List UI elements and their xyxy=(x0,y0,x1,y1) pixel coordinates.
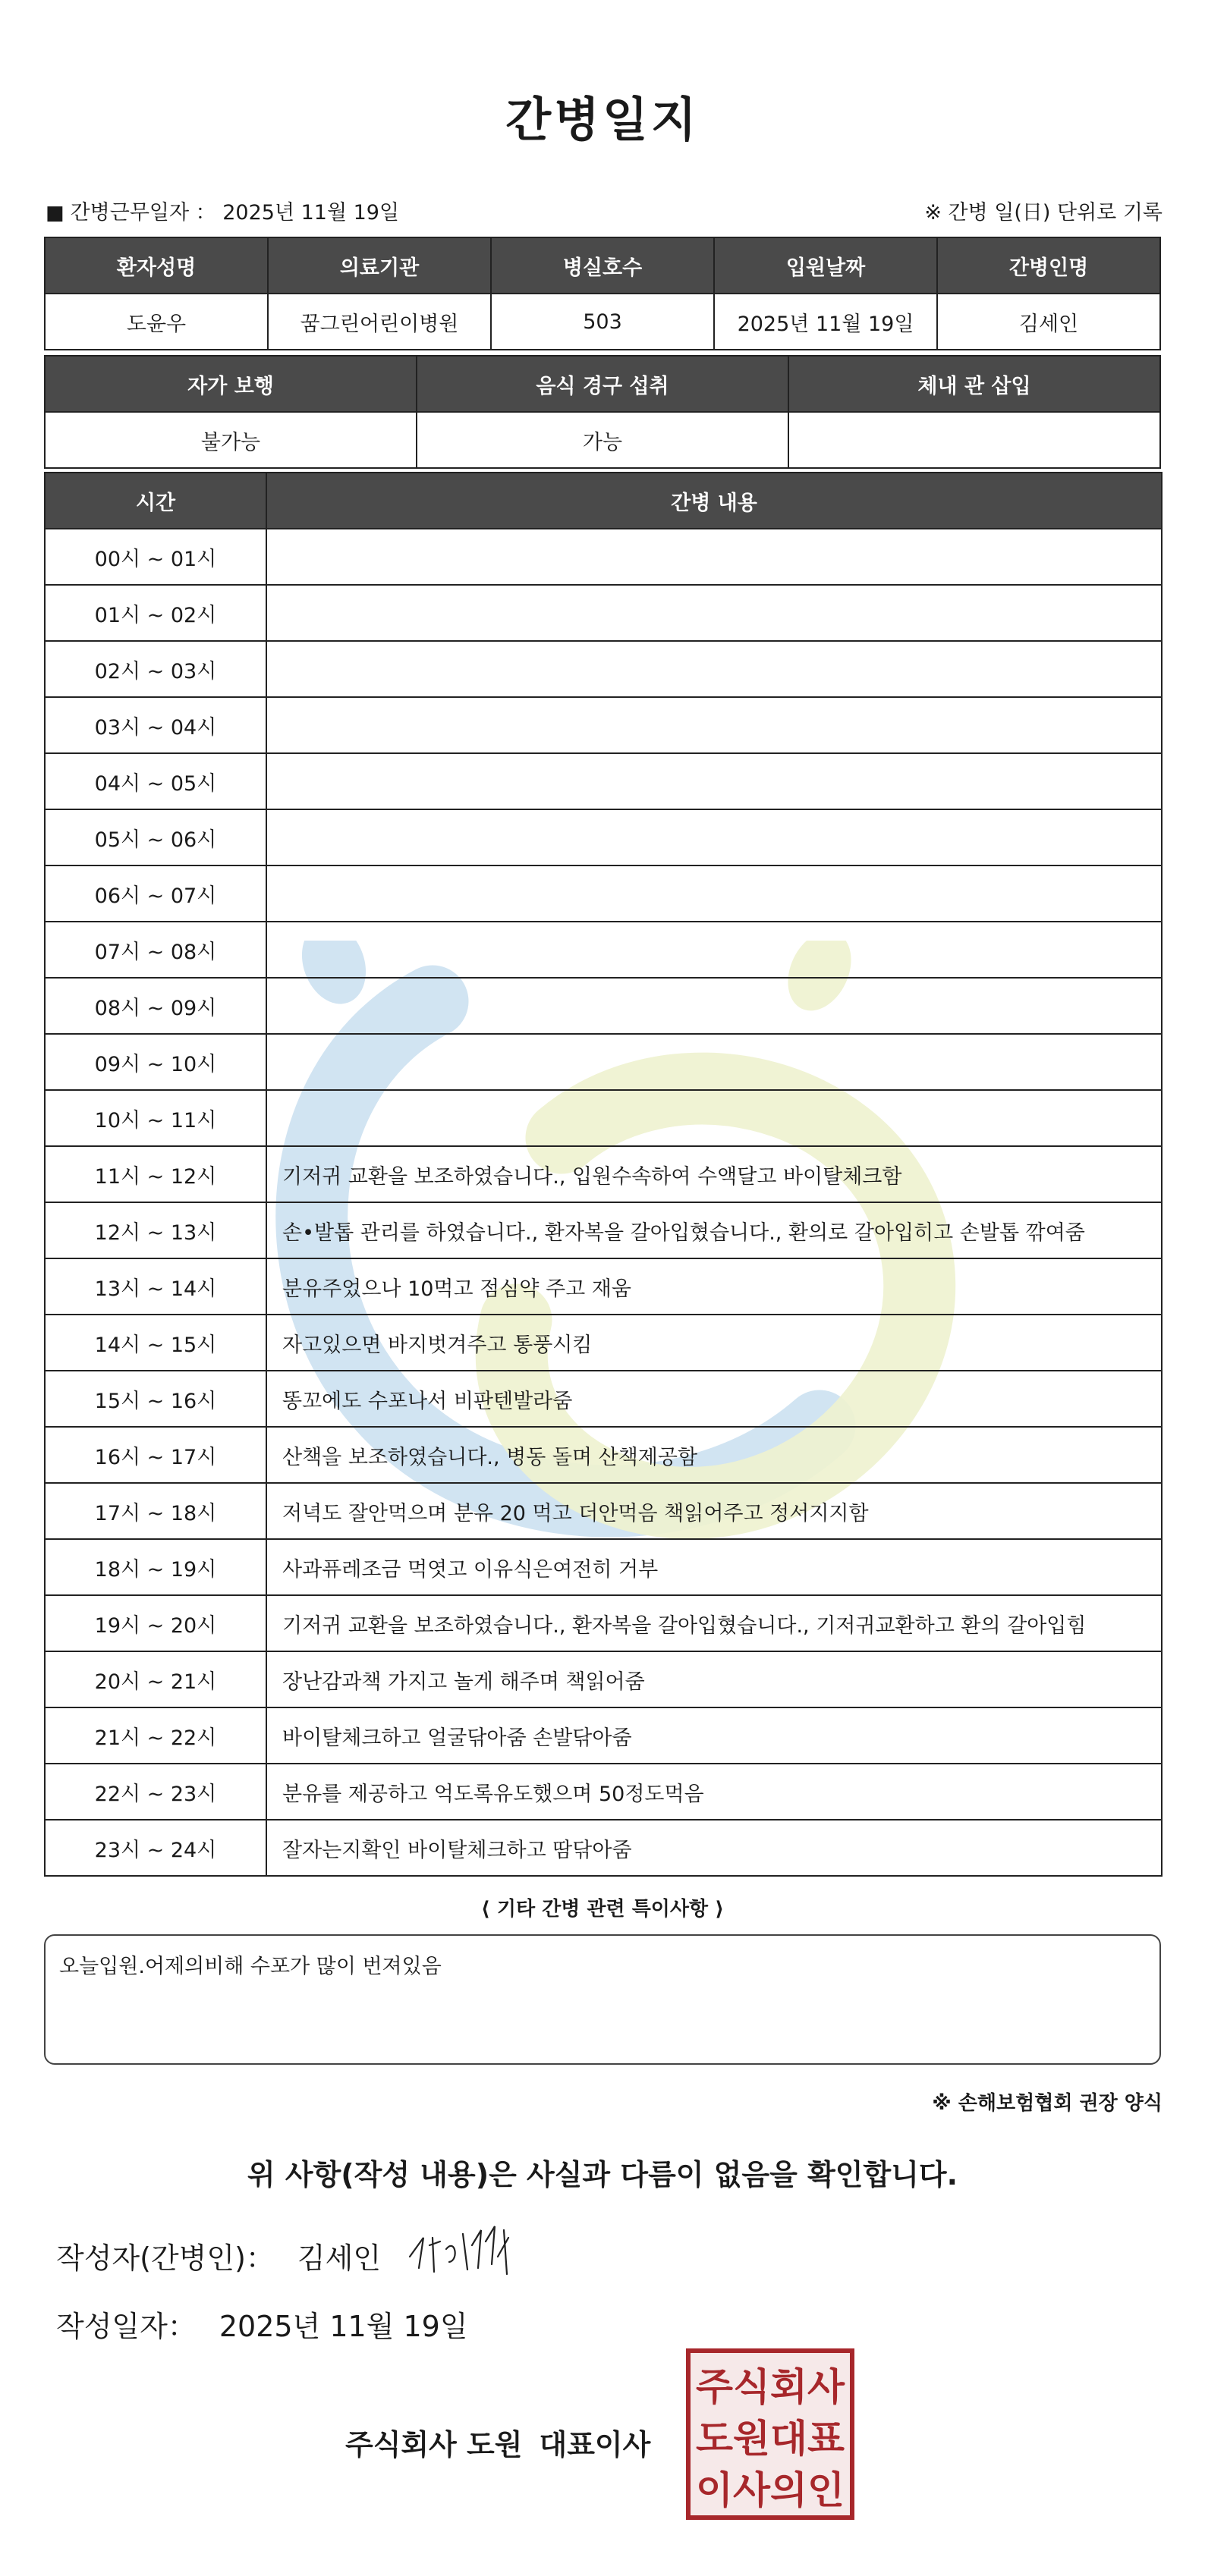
header-hospital: 의료기관 xyxy=(268,237,491,294)
table-row xyxy=(45,1595,1162,1651)
walking-status: 불가능 xyxy=(45,412,417,468)
time-slot: 21시 ~ 22시 xyxy=(45,1707,266,1764)
patient-name: 도윤우 xyxy=(45,294,268,350)
document-title: 간병일지 xyxy=(505,92,700,147)
care-content: 분유주었으나 10먹고 점심약 주고 재움 xyxy=(266,1258,1162,1315)
header-care-content: 간병 내용 xyxy=(266,473,1162,529)
care-content: 기저귀 교환을 보조하였습니다., 환자복을 갈아입혔습니다., 기저귀교환하고 환의 갈아입힘 xyxy=(266,1595,1162,1651)
table-row xyxy=(45,753,1162,809)
company-name: 주식회사 도원 xyxy=(345,2428,523,2461)
header-patient-name: 환자성명 xyxy=(45,237,268,294)
table-row xyxy=(45,641,1162,697)
care-log-table xyxy=(44,472,1163,1877)
header-walking: 자가 보행 xyxy=(45,356,417,412)
time-slot: 17시 ~ 18시 xyxy=(45,1483,266,1539)
care-content: 기저귀 교환을 보조하였습니다., 입원수속하여 수액달고 바이탈체크함 xyxy=(266,1146,1162,1202)
write-date-line xyxy=(56,2303,468,2345)
care-content: 분유를 제공하고 억도록유도했으며 50정도먹음 xyxy=(266,1764,1162,1820)
care-content: 손•발톱 관리를 하였습니다., 환자복을 갈아입혔습니다., 환의로 갈아입히고 손발톱 깎여줌 xyxy=(266,1202,1162,1258)
caregiver-name: 김세인 xyxy=(937,294,1160,350)
time-slot: 19시 ~ 20시 xyxy=(45,1595,266,1651)
time-slot: 16시 ~ 17시 xyxy=(45,1427,266,1483)
tube-status xyxy=(788,412,1160,468)
time-slot: 14시 ~ 15시 xyxy=(45,1315,266,1371)
care-content: 장난감과책 가지고 놀게 해주며 책읽어줌 xyxy=(266,1651,1162,1707)
time-slot: 01시 ~ 02시 xyxy=(45,585,266,641)
care-content xyxy=(266,697,1162,753)
table-row xyxy=(45,809,1162,865)
table-row xyxy=(45,1090,1162,1146)
company-seal-stamp xyxy=(686,2348,854,2520)
care-content: 저녁도 잘안먹으며 분유 20 먹고 더안먹음 책읽어주고 정서지지함 xyxy=(266,1483,1162,1539)
confirmation-statement: 위 사항(작성 내용)은 사실과 다름이 없음을 확인합니다. xyxy=(247,2158,958,2191)
table-row xyxy=(45,1539,1162,1595)
time-slot: 06시 ~ 07시 xyxy=(45,865,266,922)
write-date-label: 작성일자： xyxy=(56,2310,197,2343)
table-row xyxy=(45,922,1162,978)
patient-status-table xyxy=(44,355,1161,469)
work-date: 간병근무일자 ： 2025년 11월 19일 xyxy=(70,201,400,225)
table-row xyxy=(45,1371,1162,1427)
table-row xyxy=(45,1651,1162,1707)
table-row xyxy=(45,1427,1162,1483)
svg-text:이사의인: 이사의인 xyxy=(696,2468,845,2512)
care-content: 잘자는지확인 바이탈체크하고 땀닦아줌 xyxy=(266,1820,1162,1876)
care-content: 똥꼬에도 수포나서 비판텐발라줌 xyxy=(266,1371,1162,1427)
header-tube: 체내 관 삽입 xyxy=(788,356,1160,412)
unit-note: ※ 간병 일(日) 단위로 기록 xyxy=(924,201,1163,225)
writer-line xyxy=(56,2235,381,2276)
handwritten-signature xyxy=(402,2215,531,2283)
table-row xyxy=(45,585,1162,641)
care-content xyxy=(266,529,1162,585)
time-slot: 12시 ~ 13시 xyxy=(45,1202,266,1258)
table-row xyxy=(45,978,1162,1034)
company-role: 대표이사 xyxy=(539,2428,651,2461)
table-row xyxy=(45,529,1162,585)
oral-intake-status: 가능 xyxy=(417,412,788,468)
svg-text:도원대표: 도원대표 xyxy=(696,2417,845,2461)
table-row xyxy=(45,1764,1162,1820)
header-oral-intake: 음식 경구 섭취 xyxy=(417,356,788,412)
table-row xyxy=(45,1315,1162,1371)
time-slot: 23시 ~ 24시 xyxy=(45,1820,266,1876)
table-row xyxy=(45,1707,1162,1764)
header-caregiver: 간병인명 xyxy=(937,237,1160,294)
care-content xyxy=(266,1090,1162,1146)
header-admission-date: 입원날짜 xyxy=(714,237,937,294)
time-slot: 11시 ~ 12시 xyxy=(45,1146,266,1202)
writer-name: 김세인 xyxy=(297,2241,382,2275)
writer-label: 작성자(간병인)： xyxy=(56,2241,275,2275)
care-content xyxy=(266,809,1162,865)
hospital-name: 꿈그린어린이병원 xyxy=(268,294,491,350)
time-slot: 10시 ~ 11시 xyxy=(45,1090,266,1146)
special-notes-box xyxy=(44,1934,1161,2065)
work-date-line xyxy=(46,196,399,225)
special-notes-text: 오늘입원.어제의비해 수포가 많이 번져있음 xyxy=(59,1955,442,1978)
special-notes-title: ⟨ 기타 간병 관련 특이사항 ⟩ xyxy=(480,1898,725,1921)
time-slot: 09시 ~ 10시 xyxy=(45,1034,266,1090)
time-slot: 08시 ~ 09시 xyxy=(45,978,266,1034)
care-content xyxy=(266,585,1162,641)
time-slot: 18시 ~ 19시 xyxy=(45,1539,266,1595)
time-slot: 03시 ~ 04시 xyxy=(45,697,266,753)
table-row xyxy=(45,1483,1162,1539)
admission-date: 2025년 11월 19일 xyxy=(714,294,937,350)
care-content: 산책을 보조하였습니다., 병동 돌며 산책제공함 xyxy=(266,1427,1162,1483)
patient-info-table xyxy=(44,237,1161,350)
recommend-note: ※ 손해보험협회 권장 양식 xyxy=(932,2092,1163,2115)
care-content: 자고있으면 바지벗겨주고 통풍시킴 xyxy=(266,1315,1162,1371)
table-row xyxy=(45,1202,1162,1258)
time-slot: 04시 ~ 05시 xyxy=(45,753,266,809)
table-row xyxy=(45,1258,1162,1315)
time-slot: 07시 ~ 08시 xyxy=(45,922,266,978)
table-row xyxy=(45,1034,1162,1090)
care-content xyxy=(266,865,1162,922)
care-content xyxy=(266,641,1162,697)
time-slot: 05시 ~ 06시 xyxy=(45,809,266,865)
time-slot: 02시 ~ 03시 xyxy=(45,641,266,697)
care-content xyxy=(266,978,1162,1034)
header-time: 시간 xyxy=(45,473,266,529)
company-line xyxy=(345,2421,667,2463)
table-row xyxy=(45,1820,1162,1876)
write-date-value: 2025년 11월 19일 xyxy=(219,2310,468,2343)
time-slot: 13시 ~ 14시 xyxy=(45,1258,266,1315)
table-row xyxy=(45,697,1162,753)
care-content xyxy=(266,753,1162,809)
time-slot: 00시 ~ 01시 xyxy=(45,529,266,585)
square-bullet-icon: ■ xyxy=(46,202,64,225)
table-row xyxy=(45,1146,1162,1202)
care-content: 사과퓨레조금 먹엿고 이유식은여전히 거부 xyxy=(266,1539,1162,1595)
room-number: 503 xyxy=(491,294,714,350)
time-slot: 20시 ~ 21시 xyxy=(45,1651,266,1707)
time-slot: 22시 ~ 23시 xyxy=(45,1764,266,1820)
table-row xyxy=(45,865,1162,922)
time-slot: 15시 ~ 16시 xyxy=(45,1371,266,1427)
care-content: 바이탈체크하고 얼굴닦아줌 손발닦아줌 xyxy=(266,1707,1162,1764)
care-content xyxy=(266,922,1162,978)
svg-text:주식회사: 주식회사 xyxy=(696,2365,845,2409)
header-room: 병실호수 xyxy=(491,237,714,294)
care-content xyxy=(266,1034,1162,1090)
